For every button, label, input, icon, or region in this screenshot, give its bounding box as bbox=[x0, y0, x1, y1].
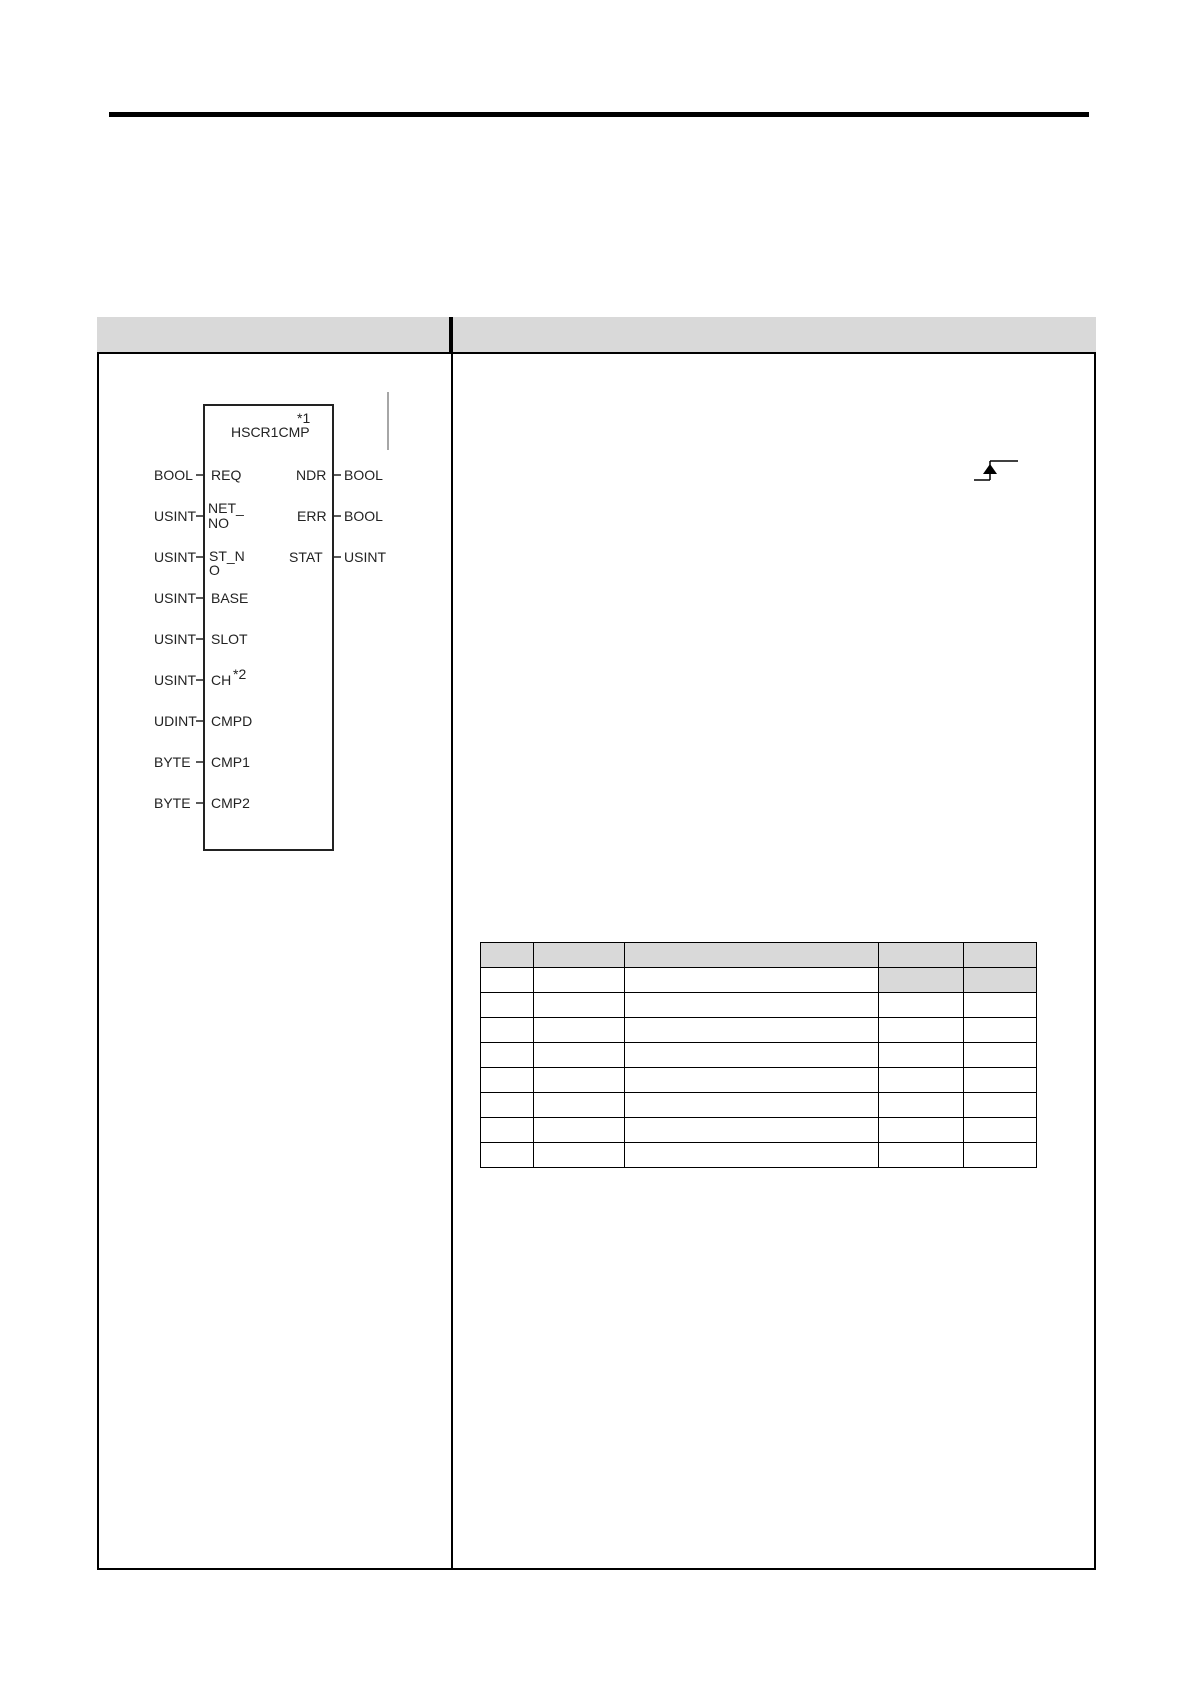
table-row bbox=[481, 1118, 1037, 1143]
table-row bbox=[481, 968, 1037, 993]
svg-text:CMP1: CMP1 bbox=[211, 754, 250, 770]
svg-text:REQ: REQ bbox=[211, 467, 242, 483]
table-row bbox=[481, 993, 1037, 1018]
svg-text:BOOL: BOOL bbox=[344, 467, 383, 483]
input-pin-base bbox=[154, 590, 248, 606]
svg-text:CH: CH bbox=[211, 672, 232, 688]
output-pin-ndr bbox=[296, 467, 383, 483]
input-pin-cmp2 bbox=[154, 795, 250, 811]
svg-text:BYTE: BYTE bbox=[154, 795, 191, 811]
input-pin-cmp1 bbox=[154, 754, 250, 770]
table-row bbox=[481, 1093, 1037, 1118]
svg-text:BYTE: BYTE bbox=[154, 754, 191, 770]
input-pin-slot bbox=[154, 631, 248, 647]
column-divider bbox=[451, 317, 453, 1570]
table-row bbox=[481, 1068, 1037, 1093]
svg-text:SLOT: SLOT bbox=[211, 631, 248, 647]
function-block-diagram bbox=[140, 380, 400, 860]
svg-text:USINT: USINT bbox=[154, 549, 196, 565]
svg-text:*2: *2 bbox=[233, 666, 247, 682]
table-row bbox=[481, 1043, 1037, 1068]
table-row bbox=[481, 1143, 1037, 1168]
svg-text:CMP2: CMP2 bbox=[211, 795, 250, 811]
svg-text:USINT: USINT bbox=[154, 590, 196, 606]
svg-text:CMPD: CMPD bbox=[211, 713, 253, 729]
svg-text:O: O bbox=[209, 562, 220, 578]
svg-text:BASE: BASE bbox=[211, 590, 249, 606]
svg-text:USINT: USINT bbox=[154, 508, 196, 524]
block-name-note: *1 bbox=[297, 410, 311, 426]
top-rule bbox=[109, 112, 1089, 117]
input-pin-req bbox=[154, 467, 241, 483]
table-header-row bbox=[481, 943, 1037, 968]
svg-text:ERR: ERR bbox=[297, 508, 327, 524]
output-pin-err bbox=[297, 508, 383, 524]
svg-text:NDR: NDR bbox=[296, 467, 327, 483]
output-pin-stat bbox=[289, 549, 386, 565]
svg-text:BOOL: BOOL bbox=[154, 467, 193, 483]
rising-edge-icon bbox=[972, 458, 1020, 484]
parameter-table bbox=[480, 942, 1037, 1168]
svg-text:USINT: USINT bbox=[154, 631, 196, 647]
table-header-left bbox=[97, 317, 451, 354]
svg-text:STAT: STAT bbox=[289, 549, 323, 565]
svg-text:NO: NO bbox=[208, 515, 229, 531]
svg-text:UDINT: UDINT bbox=[154, 713, 197, 729]
table-header-right bbox=[451, 317, 1096, 354]
svg-text:ST_N: ST_N bbox=[209, 548, 245, 564]
svg-text:USINT: USINT bbox=[344, 549, 386, 565]
table-row bbox=[481, 1018, 1037, 1043]
svg-text:USINT: USINT bbox=[154, 672, 196, 688]
svg-text:NET_: NET_ bbox=[208, 500, 244, 516]
block-name: HSCR1CMP bbox=[231, 424, 310, 440]
svg-text:BOOL: BOOL bbox=[344, 508, 383, 524]
